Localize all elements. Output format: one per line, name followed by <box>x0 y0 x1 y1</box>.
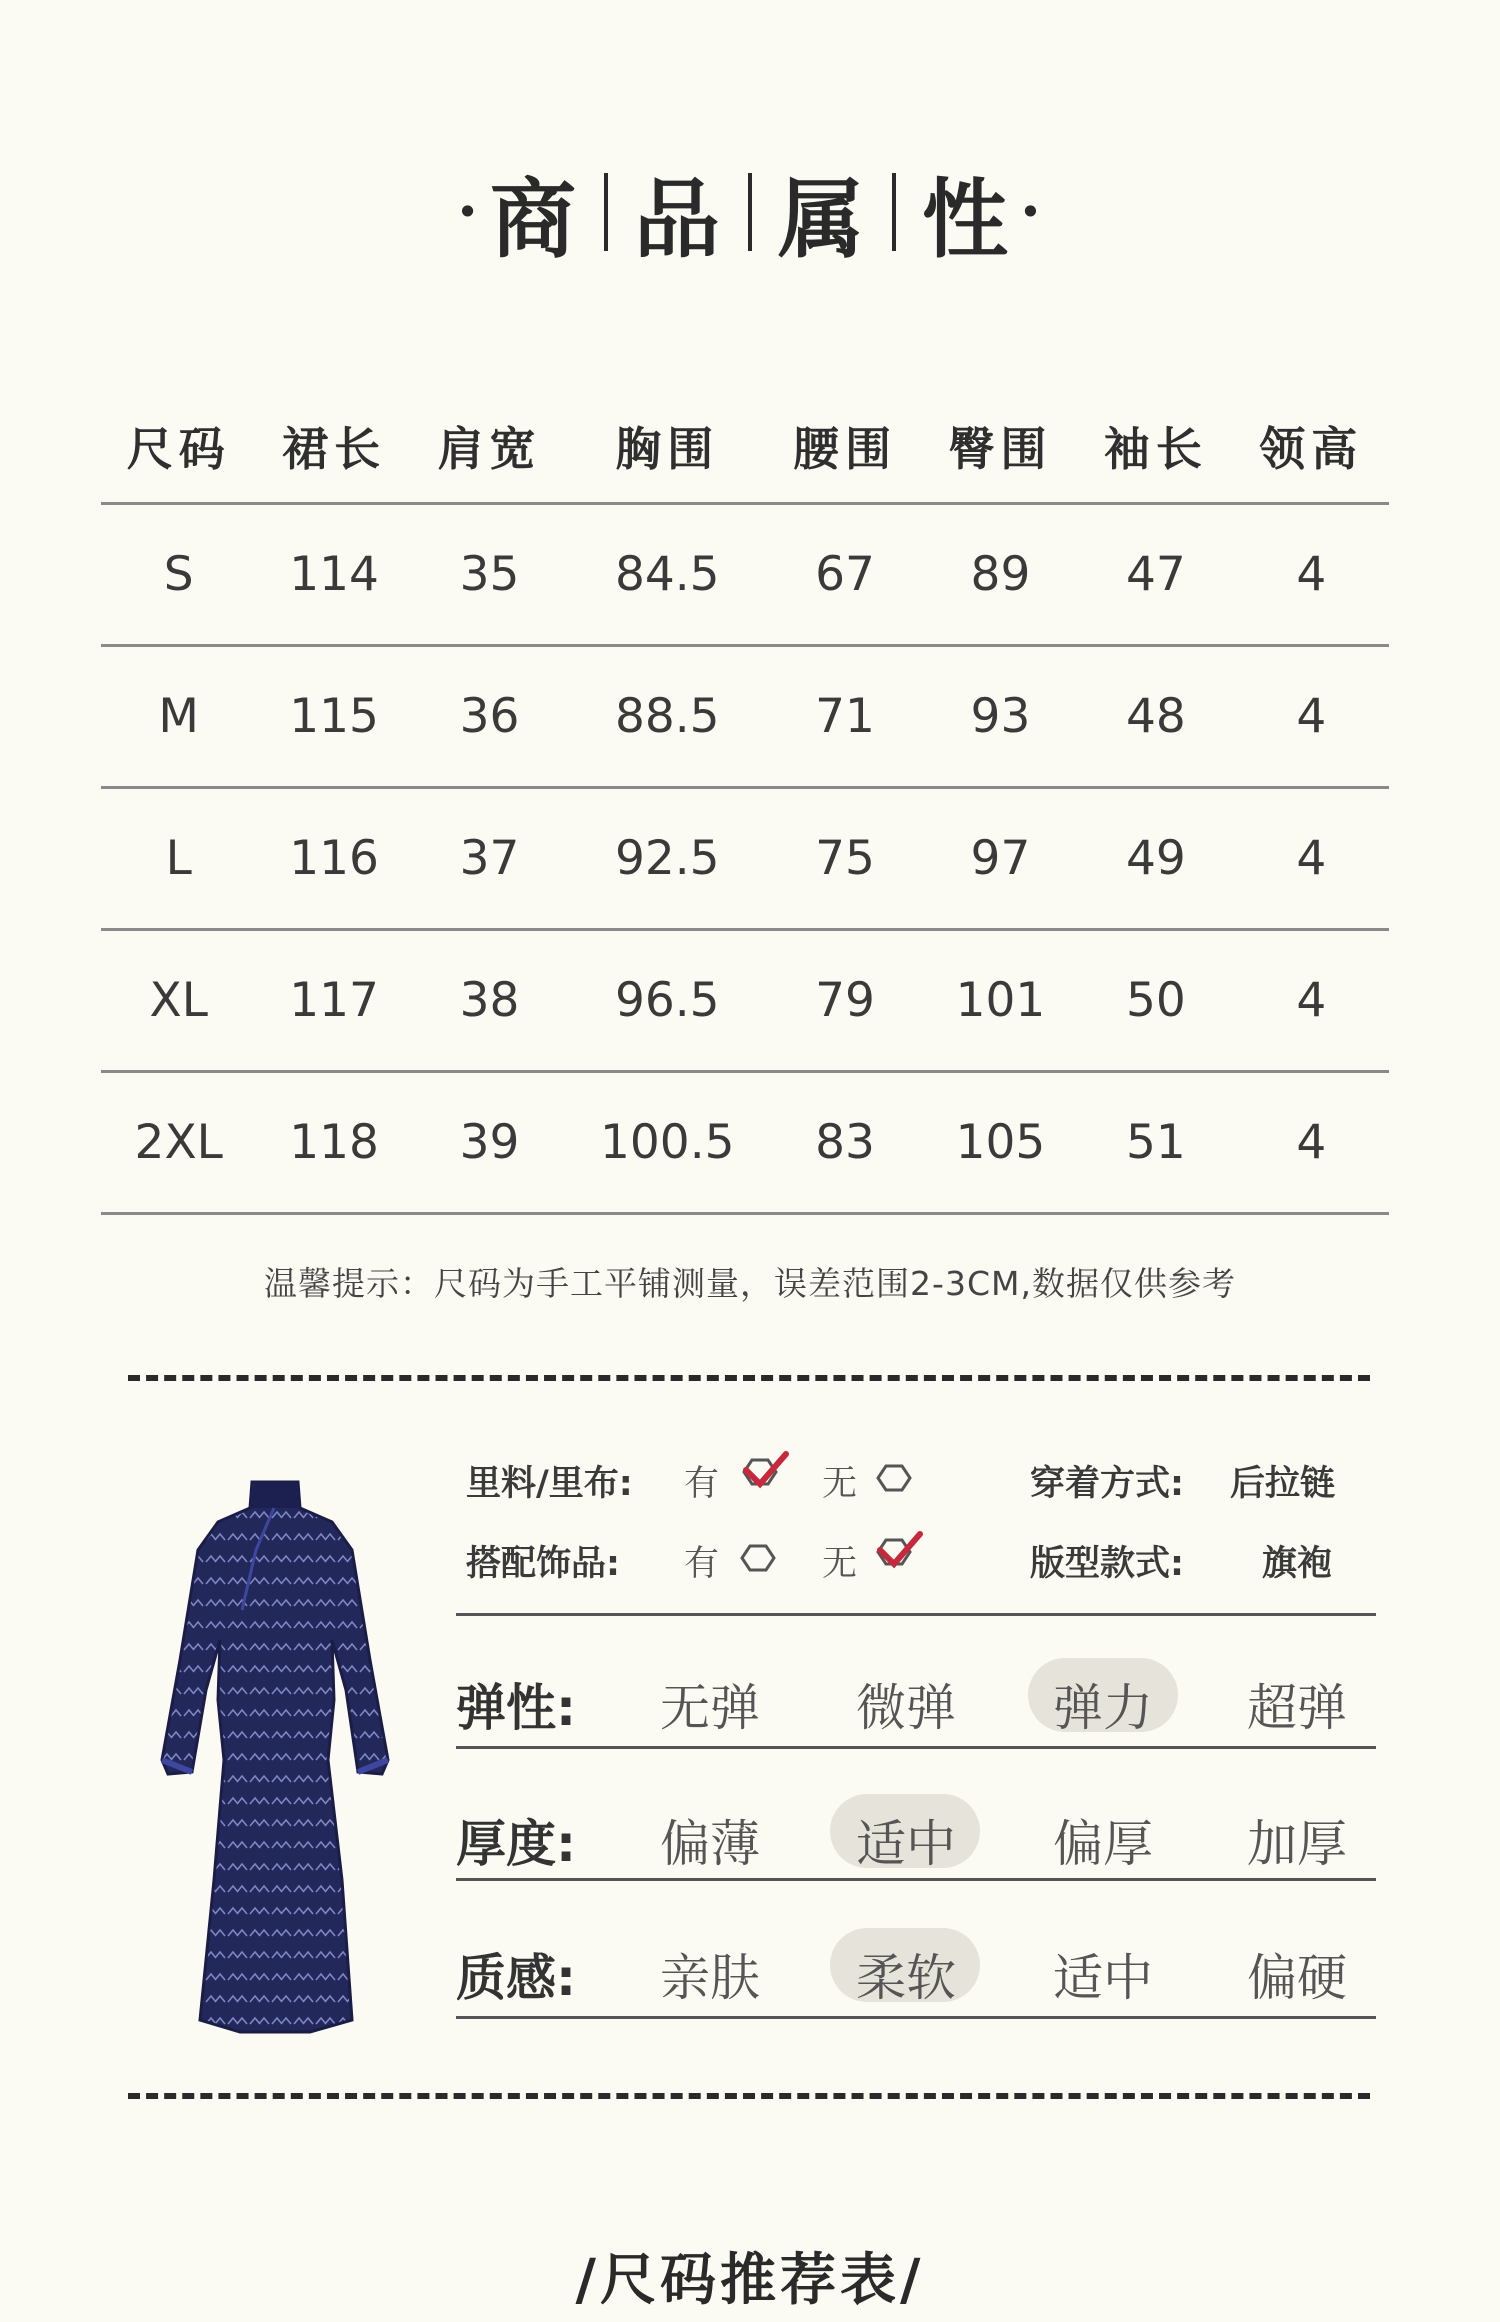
lining-row <box>466 1456 1376 1506</box>
scale-option: 无弹 <box>660 1679 760 1737</box>
title-dot-left: · <box>457 177 480 247</box>
unchecked-icon <box>738 1536 788 1580</box>
lining-yes-option: 有 <box>684 1464 720 1504</box>
header-waist: 腰围 <box>767 390 922 504</box>
table-cell: 49 <box>1078 788 1233 930</box>
divider-line <box>456 2016 1376 2019</box>
header-shoulder: 肩宽 <box>412 390 567 504</box>
header-length: 裙长 <box>256 390 411 504</box>
table-cell: 83 <box>767 1072 922 1214</box>
table-row <box>101 788 1389 930</box>
table-cell: 50 <box>1078 930 1233 1072</box>
scale-option: 偏厚 <box>1053 1815 1153 1873</box>
table-cell: M <box>101 646 256 788</box>
table-cell: 47 <box>1078 504 1233 646</box>
table-cell: 67 <box>767 504 922 646</box>
accessory-no-option: 无 <box>822 1544 858 1584</box>
title-separator <box>604 173 608 251</box>
title-char: 性 <box>922 169 1010 270</box>
table-cell: 97 <box>923 788 1078 930</box>
title-char: 属 <box>778 169 866 270</box>
table-cell: 101 <box>923 930 1078 1072</box>
header-hip: 臀围 <box>923 390 1078 504</box>
header-size: 尺码 <box>101 390 256 504</box>
table-cell: 89 <box>923 504 1078 646</box>
thickness-scale <box>456 1776 1376 1886</box>
scale-option: 微弹 <box>856 1679 956 1737</box>
header-chest: 胸围 <box>567 390 767 504</box>
divider-line <box>456 1746 1376 1749</box>
title-char: 品 <box>634 169 722 270</box>
table-cell: 4 <box>1234 930 1389 1072</box>
table-cell: 118 <box>256 1072 411 1214</box>
table-cell: 75 <box>767 788 922 930</box>
size-table <box>101 390 1389 1215</box>
table-cell: S <box>101 504 256 646</box>
checked-icon <box>874 1530 924 1574</box>
table-cell: 84.5 <box>567 504 767 646</box>
table-cell: 114 <box>256 504 411 646</box>
header-sleeve: 袖长 <box>1078 390 1233 504</box>
scale-option: 亲肤 <box>660 1949 760 2007</box>
dashed-divider <box>128 1375 1370 1381</box>
scale-label: 弹性: <box>456 1679 576 1737</box>
table-row <box>101 646 1389 788</box>
dashed-divider <box>128 2093 1370 2099</box>
elasticity-scale <box>456 1640 1376 1750</box>
table-cell: 115 <box>256 646 411 788</box>
scale-label: 质感: <box>456 1949 576 2007</box>
lining-no-option: 无 <box>822 1464 858 1504</box>
table-cell: 35 <box>412 504 567 646</box>
table-cell: 48 <box>1078 646 1233 788</box>
texture-scale <box>456 1910 1376 2020</box>
measurement-note: 温馨提示：尺码为手工平铺测量，误差范围2-3CM,数据仅供参考 <box>264 1264 1236 1303</box>
scale-option-selected: 柔软 <box>856 1949 956 2007</box>
wear-method-label: 穿着方式: <box>1030 1464 1184 1504</box>
divider-line <box>456 1613 1376 1616</box>
table-cell: 116 <box>256 788 411 930</box>
scale-option: 适中 <box>1053 1949 1153 2007</box>
scale-option: 偏硬 <box>1247 1949 1347 2007</box>
wear-method-value: 后拉链 <box>1230 1464 1336 1504</box>
title-dot-right: · <box>1020 177 1043 247</box>
table-cell: 96.5 <box>567 930 767 1072</box>
table-cell: 117 <box>256 930 411 1072</box>
scale-option: 偏薄 <box>660 1815 760 1873</box>
table-cell: 93 <box>923 646 1078 788</box>
header-collar: 领高 <box>1234 390 1389 504</box>
table-cell: 38 <box>412 930 567 1072</box>
accessory-yes-option: 有 <box>684 1544 720 1584</box>
table-cell: 36 <box>412 646 567 788</box>
style-value: 旗袍 <box>1262 1544 1333 1584</box>
table-cell: 100.5 <box>567 1072 767 1214</box>
accessory-row <box>466 1536 1376 1586</box>
unchecked-icon <box>874 1456 924 1500</box>
scale-option: 加厚 <box>1247 1815 1347 1873</box>
table-cell: 79 <box>767 930 922 1072</box>
dress-image <box>160 1460 390 2035</box>
scale-option: 超弹 <box>1247 1679 1347 1737</box>
title-char: 商 <box>490 169 578 270</box>
table-row <box>101 930 1389 1072</box>
title-separator <box>748 173 752 251</box>
attributes-panel <box>466 1448 1376 1613</box>
table-cell: 88.5 <box>567 646 767 788</box>
checked-icon <box>740 1450 790 1494</box>
table-cell: XL <box>101 930 256 1072</box>
table-cell: 51 <box>1078 1072 1233 1214</box>
size-recommendation-title: /尺码推荐表/ <box>575 2248 925 2313</box>
divider-line <box>456 1878 1376 1881</box>
style-label: 版型款式: <box>1030 1544 1184 1584</box>
table-cell: L <box>101 788 256 930</box>
table-row <box>101 504 1389 646</box>
scale-option-selected: 弹力 <box>1053 1679 1153 1737</box>
accessory-label: 搭配饰品: <box>466 1544 620 1584</box>
table-cell: 4 <box>1234 504 1389 646</box>
table-cell: 105 <box>923 1072 1078 1214</box>
table-cell: 4 <box>1234 646 1389 788</box>
scale-option-selected: 适中 <box>856 1815 956 1873</box>
table-cell: 4 <box>1234 788 1389 930</box>
table-cell: 71 <box>767 646 922 788</box>
title-separator <box>892 173 896 251</box>
table-cell: 4 <box>1234 1072 1389 1214</box>
table-cell: 2XL <box>101 1072 256 1214</box>
table-cell: 39 <box>412 1072 567 1214</box>
size-table-header <box>101 390 1389 504</box>
scale-label: 厚度: <box>456 1815 576 1873</box>
table-row <box>101 1072 1389 1214</box>
table-cell: 92.5 <box>567 788 767 930</box>
page-title <box>0 150 1500 274</box>
table-cell: 37 <box>412 788 567 930</box>
lining-label: 里料/里布: <box>466 1464 633 1504</box>
